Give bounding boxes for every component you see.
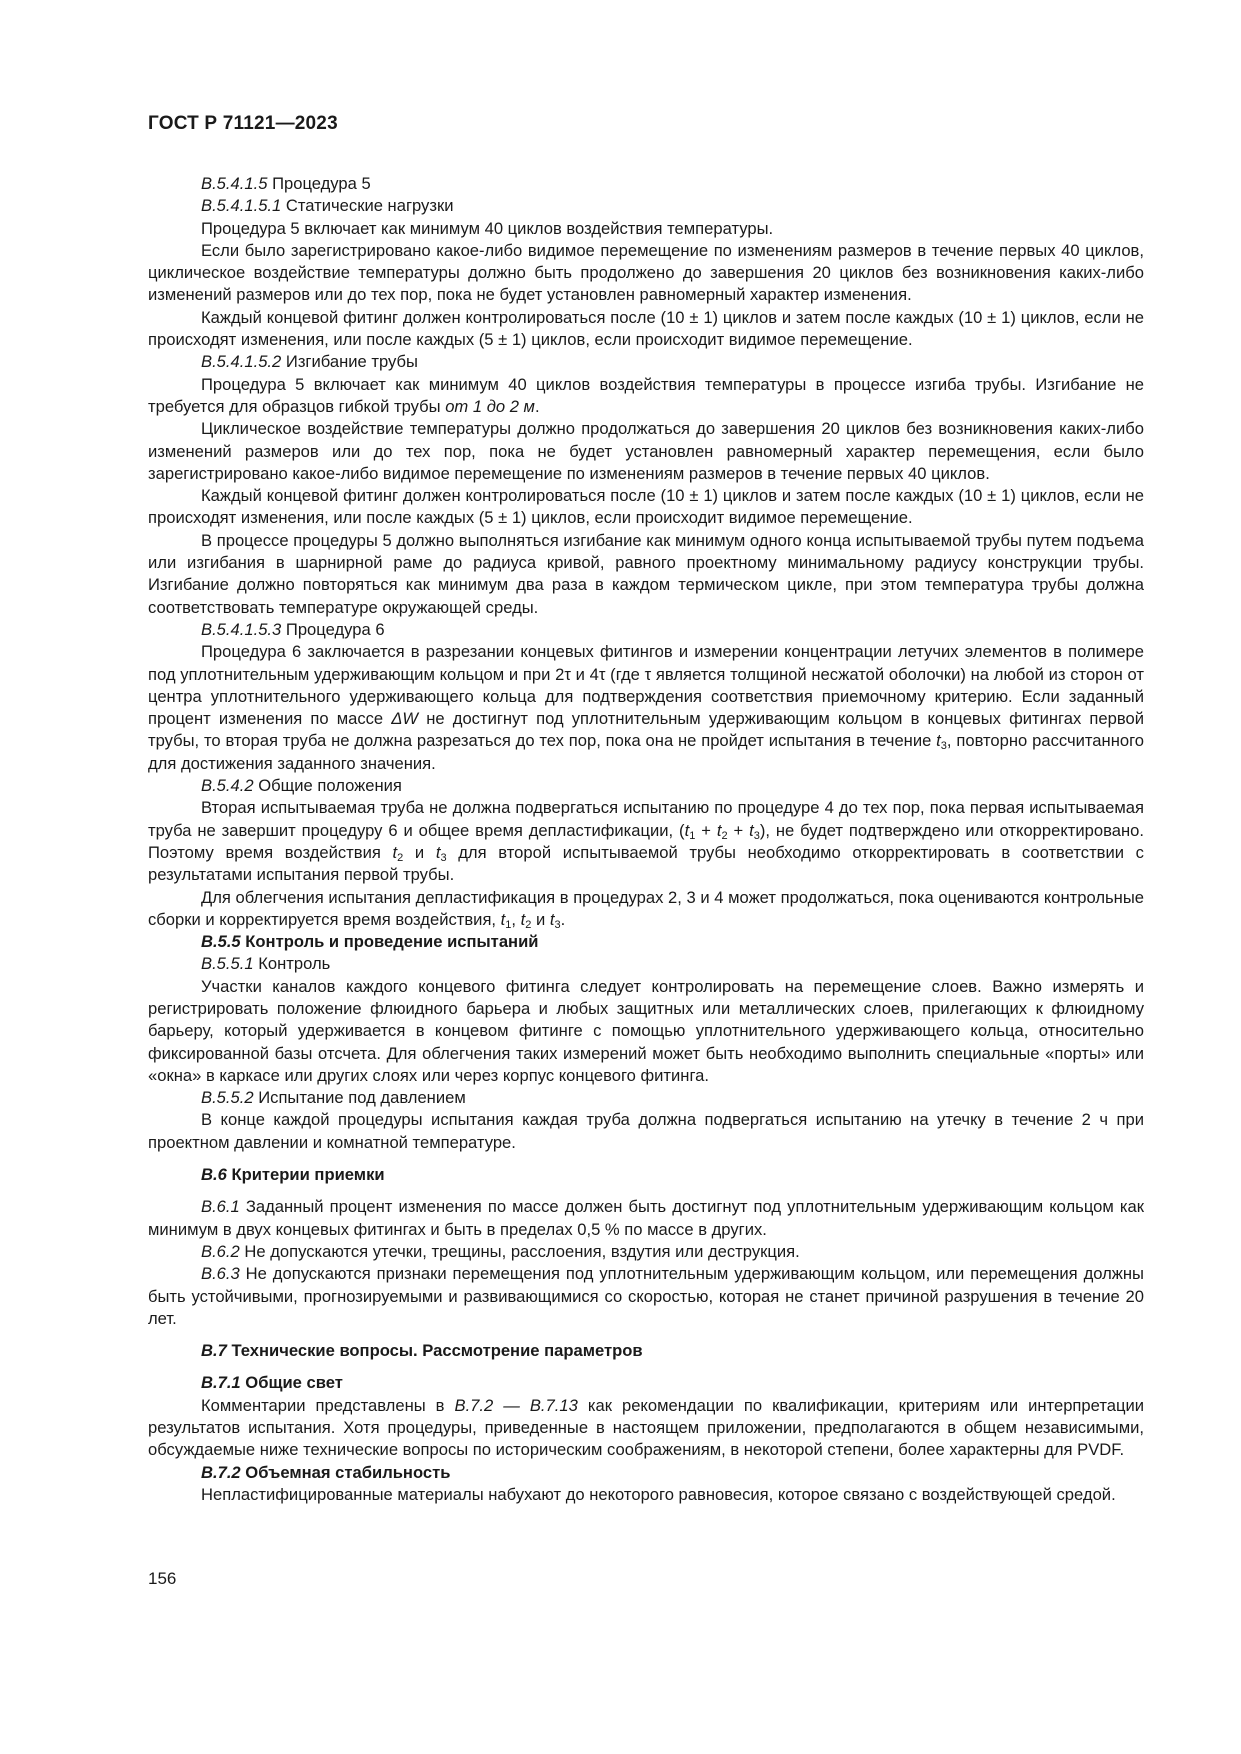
subscript: 3: [554, 918, 561, 931]
text-run: Вторая испытываемая труба не должна подвергаться испытанию по процедуре 4 до тех пор, пока первая испытываемая труба не завершит процедуру 6 и общее время депластификации, (: [148, 798, 1144, 840]
section-heading: [148, 775, 1144, 797]
subscript: 3: [940, 740, 947, 753]
section-number: В.5.5: [201, 932, 241, 952]
section-title: Процедура 6: [285, 619, 385, 639]
paragraph: [148, 1395, 1144, 1462]
section-number: В.6: [201, 1165, 227, 1185]
section-number: В.5.5.1: [201, 954, 254, 974]
section-number: В.5.4.2: [201, 776, 254, 796]
section-title: Общие свет: [245, 1373, 343, 1393]
subscript: 1: [689, 829, 696, 842]
text-run: —: [493, 1395, 530, 1415]
section-heading: [148, 953, 1144, 975]
math-symbol: t: [392, 842, 398, 862]
math-symbol: t: [716, 820, 722, 840]
text-run: Не допускаются утечки, трещины, расслоения, вздутия или деструкция.: [244, 1241, 800, 1261]
text-run: не достигнут под уплотнительным удерживающим кольцом в концевых фитингах первой трубы, то вторая труба не должна разрезаться до тех пор, пока она не пройдет испытания в течение: [148, 709, 1144, 751]
paragraph: [148, 1241, 1144, 1263]
paragraph: В процессе процедуры 5 должно выполняться изгибание как минимум одного конца испытываемой трубы путем подъема или изгибания в шарнирной раме до радиуса кривой, равного проектному минимальному радиусу конструкции трубы. Изгибание должно повторяться как минимум два раза в каждом термическом цикле, при этом температура трубы должна соответствовать температуре окружающей среды.: [148, 530, 1144, 617]
paragraph: [148, 1196, 1144, 1241]
paragraph: [148, 374, 1144, 419]
text-run-italic: от 1 до 2 м: [445, 396, 535, 416]
text-run: и: [531, 909, 550, 929]
text-run: ,: [511, 909, 521, 929]
paragraph: Каждый концевой фитинг должен контролироваться после (10 ± 1) циклов и затем после каждых (10 ± 1) циклов, если не происходят изменения, или после каждых (5 ± 1) циклов, если происходит видимое перемещение.: [148, 307, 1144, 350]
section-title: Технические вопросы. Рассмотрение параметров: [231, 1341, 643, 1361]
document-body: [148, 173, 1144, 1506]
section-title: Изгибание трубы: [285, 352, 418, 372]
section-number: В.7: [201, 1341, 227, 1361]
section-heading: [148, 931, 1144, 953]
subscript: 3: [753, 829, 760, 842]
text-run: Процедура 5 включает как минимум 40 циклов воздействия температуры в процессе изгиба трубы. Изгибание не требуется для образцов гибкой трубы: [148, 374, 1144, 416]
section-heading: [148, 1164, 1144, 1186]
math-symbol: t: [936, 731, 941, 751]
text-run: как рекомендации по квалификации, критериям или интерпретации результатов испытания. Хотя процедуры, приведенные в настоящем приложении, предполагаются в общем независимыми, обсуждаемые ниже технические вопросы по историческим соображениям, в некоторой степени, более характерны для PVDF.: [148, 1395, 1144, 1460]
cross-reference: В.7.13: [529, 1395, 578, 1415]
math-symbol: t: [549, 909, 555, 929]
paragraph: Каждый концевой фитинг должен контролироваться после (10 ± 1) циклов и затем после каждых (10 ± 1) циклов, если не происходят изменения, или после каждых (5 ± 1) циклов, если происходит видимое перемещение.: [148, 486, 1144, 528]
section-title: Статические нагрузки: [285, 196, 454, 216]
subscript: 2: [721, 829, 728, 842]
clause-number: В.6.2: [201, 1241, 240, 1261]
section-number: В.5.4.1.5: [201, 174, 268, 193]
text-run: Не допускаются признаки перемещения под уплотнительным удерживающим кольцом, или перемещения должны быть устойчивыми, прогнозируемыми и развивающимися со скоростью, которая не станет причиной разрушения в течение 20 лет.: [148, 1264, 1144, 1328]
text-run: +: [727, 820, 750, 840]
section-heading: [148, 1087, 1144, 1109]
section-heading: [148, 195, 1144, 217]
math-symbol: ΔW: [391, 709, 419, 729]
text-run: Комментарии представлены в: [201, 1395, 455, 1415]
section-title: Контроль: [258, 954, 331, 974]
clause-number: В.6.3: [201, 1264, 240, 1284]
section-title: Испытание под давлением: [258, 1088, 466, 1108]
paragraph: Циклическое воздействие температуры должно продолжаться до завершения 20 циклов без возникновения каких-либо изменений размеров или до тех пор, пока не будет установлен равномерный характер перемещения, если было зарегистрировано какое-либо видимое перемещение по изменениям размеров в течение первых 40 циклов.: [148, 419, 1144, 483]
paragraph: [148, 1263, 1144, 1330]
text-run: и: [403, 842, 436, 862]
clause-number: В.6.1: [201, 1197, 240, 1217]
text-run: .: [534, 396, 540, 416]
section-number: В.5.4.1.5.3: [201, 619, 282, 639]
cross-reference: В.7.2: [454, 1395, 494, 1415]
text-run: ), не будет подтверждено или откорректировано. Поэтому время воздействия: [148, 820, 1144, 862]
math-symbol: t: [435, 842, 441, 862]
section-title: Процедура 5: [272, 174, 371, 193]
subscript: 2: [397, 851, 404, 864]
text-run: , повторно рассчитанного для достижения заданного значения.: [148, 731, 1144, 773]
page-number: 156: [148, 1569, 177, 1588]
section-heading: [148, 1340, 1144, 1362]
subscript: 3: [440, 851, 447, 864]
subscript: 2: [525, 918, 532, 931]
section-title: Контроль и проведение испытаний: [245, 932, 539, 952]
text-run: Для облегчения испытания депластификация в процедурах 2, 3 и 4 может продолжаться, пока оцениваются контрольные сборки и корректируется время воздействия,: [148, 887, 1144, 929]
section-number: В.7.1: [201, 1373, 241, 1393]
section-title: Объемная стабильность: [245, 1462, 451, 1482]
paragraph: В конце каждой процедуры испытания каждая труба должна подвергаться испытанию на утечку в течение 2 ч при проектном давлении и комнатной температуре.: [148, 1110, 1144, 1152]
section-number: В.5.4.1.5.1: [201, 196, 282, 216]
document-header: ГОСТ Р 71121—2023: [148, 113, 338, 134]
subscript: 1: [505, 918, 512, 931]
section-heading: [148, 1372, 1144, 1394]
paragraph: Участки каналов каждого концевого фитинга следует контролировать на перемещение слоев. Важно измерять и регистрировать положение флюидного барьера и любых защитных или металлических слоев, прилегающих к флюидному барьеру, который удерживается в концевом фитинге с помощью уплотнительного удерживающего кольца, относительно фиксированной базы отсчета. Для облегчения таких измерений может быть необходимо выполнить специальные «порты» или «окна» в каркасе или других слоях или через корпус концевого фитинга.: [148, 976, 1144, 1085]
paragraph: Непластифицированные материалы набухают до некоторого равновесия, которое связано с воздействующей средой.: [201, 1484, 1116, 1504]
section-title: Общие положения: [258, 776, 402, 796]
text-run: для второй испытываемой трубы необходимо откорректировать в соответствии с результатами испытания первой трубы.: [148, 842, 1144, 885]
section-number: В.7.2: [201, 1462, 241, 1482]
paragraph: [148, 641, 1144, 775]
section-title: Критерии приемки: [231, 1165, 385, 1185]
section-heading: [148, 173, 1144, 195]
section-heading: [148, 351, 1144, 373]
section-heading: [148, 1462, 1144, 1484]
paragraph: Процедура 5 включает как минимум 40 циклов воздействия температуры.: [201, 218, 774, 238]
text-run: Заданный процент изменения по массе должен быть достигнут под уплотнительным удерживающим кольцом как минимум в двух концевых фитингах и быть в пределах 0,5 % по массе в других.: [148, 1197, 1144, 1239]
math-symbol: t: [684, 820, 690, 840]
text-run: .: [560, 909, 566, 929]
paragraph: [148, 887, 1144, 932]
paragraph: [148, 797, 1144, 886]
math-symbol: t: [500, 909, 506, 929]
paragraph: Если было зарегистрировано какое-либо видимое перемещение по изменениям размеров в течение первых 40 циклов, циклическое воздействие температуры должно быть продолжено до завершения 20 циклов без возникновения каких-либо изменений размеров или до тех пор, пока не будет установлен равномерный характер изменения.: [148, 240, 1144, 305]
math-symbol: t: [520, 909, 526, 929]
section-heading: [148, 619, 1144, 641]
section-number: В.5.4.1.5.2: [201, 352, 282, 372]
text-run: +: [695, 820, 717, 840]
text-run: Процедура 6 заключается в разрезании концевых фитингов и измерении концентрации летучих элементов в полимере под уплотнительным удерживающим кольцом и при 2τ и 4τ (где τ является толщиной несжатой оболочки) на любой из сторон от центра уплотнительного удерживающего кольца для подтверждения соответствия приемочному критерию. Если заданный процент изменения по массе: [148, 642, 1144, 729]
section-number: В.5.5.2: [201, 1088, 254, 1108]
math-symbol: t: [749, 820, 754, 840]
